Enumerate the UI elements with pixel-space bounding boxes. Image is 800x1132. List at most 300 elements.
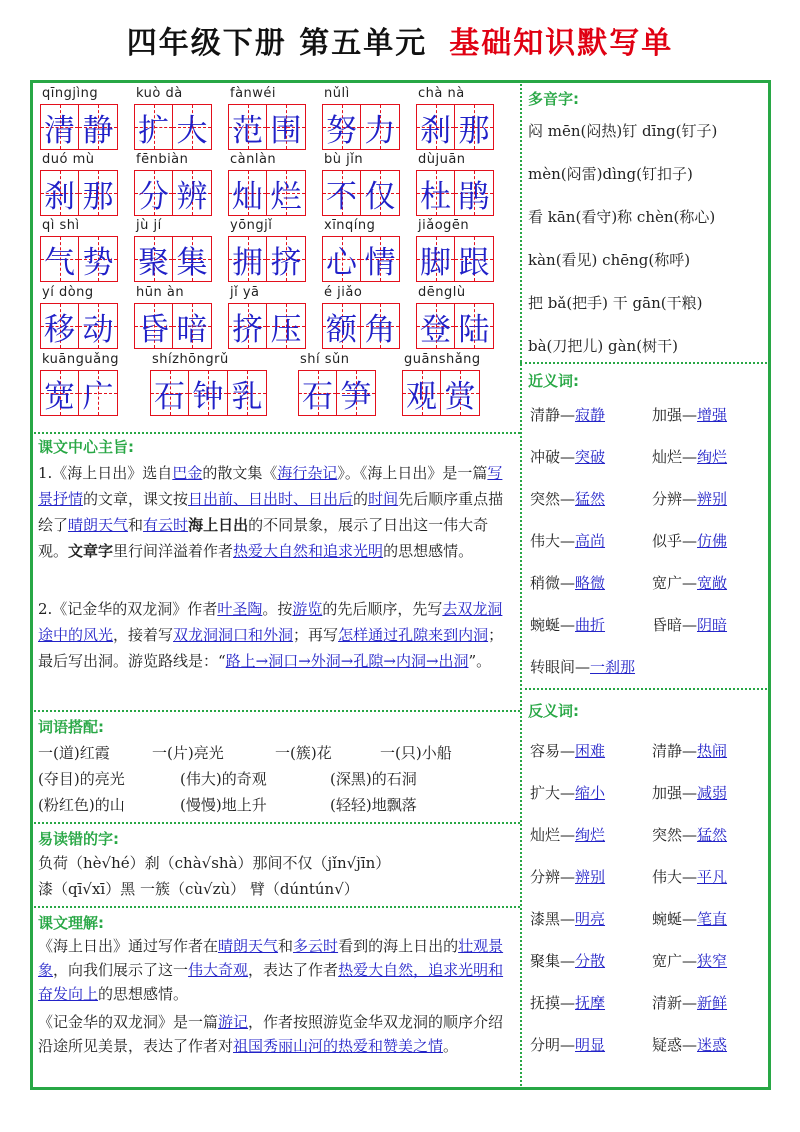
pair-word: 扩大 — [530, 784, 561, 802]
char-cell — [416, 303, 455, 349]
char-text: 辨 — [176, 178, 208, 215]
word-pair — [652, 488, 727, 509]
pair-dash: — — [682, 742, 698, 760]
word-pair — [652, 992, 727, 1013]
mispronounce-heading: 易读错的字: — [38, 830, 119, 848]
word-pair — [530, 404, 605, 425]
word-pair — [530, 824, 605, 845]
pair-dash: — — [682, 952, 698, 970]
char-text: 赏 — [444, 378, 476, 415]
char-text: 登 — [420, 311, 451, 348]
pinyin-label: fànwéi — [230, 86, 277, 101]
pair-word: 突然 — [652, 826, 683, 844]
answer-text: 路上→洞口→外洞→孔隙→内洞→出洞 — [225, 652, 469, 670]
polyphone-line: kàn(看见) chēng(称呼) — [528, 251, 691, 269]
text-run: ；再写 — [293, 626, 339, 644]
pinyin-label: yí dòng — [42, 285, 94, 300]
pinyin-label: bù jǐn — [324, 152, 364, 167]
vocab-word — [322, 104, 400, 150]
char-cell — [40, 236, 79, 282]
char-cell — [455, 104, 494, 150]
char-cell — [441, 370, 480, 416]
answer-text: 伟大奇观 — [188, 961, 249, 979]
char-text: 大 — [176, 112, 208, 149]
pinyin-label: kuānguǎng — [42, 352, 120, 367]
pair-word: 分辨 — [530, 868, 561, 886]
char-text: 静 — [82, 112, 114, 149]
theme-paragraph-1 — [38, 460, 516, 564]
synonyms-heading: 近义词: — [528, 372, 579, 390]
collocation-item: 一(道)红霞 — [38, 744, 110, 762]
pair-dash: — — [682, 406, 698, 424]
char-cell — [322, 170, 361, 216]
text-run: 的思想感情。 — [98, 985, 189, 1003]
pair-word: 稍微 — [530, 574, 561, 592]
pair-word: 突然 — [530, 490, 561, 508]
collocation-item: (夺目)的亮光 — [38, 770, 125, 788]
theme-heading: 课文中心主旨: — [38, 438, 134, 456]
answer-text: 祖国秀丽山河的热爱和赞美之情 — [233, 1037, 444, 1055]
char-cell — [228, 170, 267, 216]
theme-paragraph-2 — [38, 596, 516, 674]
pair-word: 似乎 — [652, 532, 683, 550]
vocab-word — [150, 370, 267, 416]
char-cell — [267, 236, 306, 282]
char-text: 跟 — [458, 244, 490, 281]
text-run: 文章字 — [68, 542, 114, 560]
pair-answer: 突破 — [575, 448, 606, 466]
pair-answer: 狭窄 — [697, 952, 728, 970]
answer-text: 写景抒情 — [38, 464, 503, 508]
pair-answer: 寂静 — [575, 406, 606, 424]
char-cell — [361, 236, 400, 282]
text-run: 的散文集《 — [202, 464, 278, 482]
word-pair — [530, 782, 605, 803]
pair-word: 冲破 — [530, 448, 561, 466]
word-pair — [652, 824, 727, 845]
vocab-word — [40, 370, 118, 416]
vocab-word — [322, 303, 400, 349]
char-text: 脚 — [420, 244, 451, 281]
answer-text: 晴朗天气 — [218, 937, 279, 955]
char-text: 移 — [44, 311, 75, 348]
char-text: 围 — [270, 112, 302, 149]
char-cell — [79, 104, 118, 150]
answer-text: 日出前、日出时、日出后 — [188, 490, 354, 508]
pair-word: 分明 — [530, 1036, 561, 1054]
word-pair — [530, 866, 605, 887]
text-run: 和 — [128, 516, 144, 534]
char-cell — [150, 370, 189, 416]
pair-dash: — — [560, 826, 576, 844]
polyphone-heading: 多音字: — [528, 90, 579, 108]
char-cell — [79, 370, 118, 416]
divider — [30, 822, 520, 824]
char-cell — [40, 104, 79, 150]
word-pair — [652, 866, 727, 887]
collocation-item: 一(片)亮光 — [152, 744, 224, 762]
pair-dash: — — [682, 994, 698, 1012]
vocab-word — [134, 104, 212, 150]
word-pair — [530, 572, 605, 593]
pair-answer: 猛然 — [575, 490, 606, 508]
pair-word: 加强 — [652, 784, 683, 802]
text-run: ，接着写 — [113, 626, 174, 644]
word-pair — [652, 530, 727, 551]
pair-word: 清静 — [530, 406, 561, 424]
vocab-word — [228, 236, 306, 282]
char-text: 力 — [364, 112, 396, 149]
text-run: 的文章，课文按 — [83, 490, 189, 508]
text-run: 和 — [278, 937, 294, 955]
pinyin-label: chà nà — [418, 86, 465, 101]
vocab-word — [322, 236, 400, 282]
pair-dash: — — [560, 532, 576, 550]
char-text: 刹 — [420, 112, 451, 149]
text-run: 。按 — [262, 600, 293, 618]
pair-answer: 辨别 — [697, 490, 728, 508]
polyphone-line: 闷 mēn(闷热)钉 dīng(钉子) — [528, 122, 718, 140]
char-text: 陆 — [458, 311, 490, 348]
char-cell — [455, 170, 494, 216]
pair-word: 灿烂 — [652, 448, 683, 466]
pair-dash: — — [560, 490, 576, 508]
collocation-item: (深黑)的石洞 — [330, 770, 417, 788]
pair-dash: — — [682, 574, 698, 592]
pair-dash: — — [575, 658, 591, 676]
pair-answer: 减弱 — [697, 784, 728, 802]
pinyin-label: nǔlì — [324, 86, 350, 101]
text-run: ，向我们展示了这一 — [53, 961, 189, 979]
vocab-word — [134, 170, 212, 216]
answer-text: 双龙洞洞口和外洞 — [173, 626, 294, 644]
pinyin-label: qì shì — [42, 218, 80, 233]
char-text: 不 — [326, 178, 357, 215]
polyphone-line: bà(刀把儿) gàn(树干) — [528, 337, 678, 355]
collocation-item: (伟大)的奇观 — [180, 770, 267, 788]
text-run: ，作者按照游览金华双龙洞的顺序介绍沿途所见美景，表达了作者对 — [38, 1013, 504, 1055]
pair-word: 容易 — [530, 742, 561, 760]
pair-dash: — — [682, 532, 698, 550]
char-text: 清 — [44, 112, 75, 149]
answer-text: 游览 — [292, 600, 323, 618]
word-pair — [530, 950, 605, 971]
char-text: 动 — [82, 311, 114, 348]
pair-dash: — — [682, 784, 698, 802]
vocab-word — [322, 170, 400, 216]
char-cell — [361, 170, 400, 216]
answer-text: 去双龙洞途中的风光 — [38, 600, 503, 644]
text-run: 。 — [443, 1037, 459, 1055]
word-pair — [652, 1034, 727, 1055]
char-cell — [40, 170, 79, 216]
divider — [30, 906, 520, 908]
collocation-item: 一(只)小船 — [380, 744, 452, 762]
char-text: 努 — [326, 112, 357, 149]
pair-dash: — — [560, 406, 576, 424]
vocab-word — [298, 370, 376, 416]
pair-dash: — — [682, 1036, 698, 1054]
answer-text: 有云时 — [143, 516, 189, 534]
understanding-paragraph-1 — [38, 934, 516, 1006]
pair-dash: — — [560, 952, 576, 970]
char-cell — [322, 303, 361, 349]
char-text: 那 — [82, 178, 114, 215]
char-text: 钟 — [192, 378, 224, 415]
pair-dash: — — [560, 1036, 576, 1054]
answer-text: 壮观景象 — [38, 937, 504, 979]
char-text: 广 — [82, 378, 114, 415]
text-run: 海上日出 — [188, 516, 249, 534]
char-text: 宽 — [44, 378, 75, 415]
word-pair — [530, 1034, 605, 1055]
collocation-item: (轻轻)地飘落 — [330, 796, 417, 814]
pair-answer: 绚烂 — [697, 448, 728, 466]
char-cell — [455, 303, 494, 349]
pair-word: 聚集 — [530, 952, 561, 970]
pair-dash: — — [560, 574, 576, 592]
answer-text: 海行杂记 — [277, 464, 338, 482]
pair-word: 漆黑 — [530, 910, 561, 928]
char-text: 势 — [82, 244, 114, 281]
vocab-word — [416, 170, 494, 216]
char-text: 聚 — [138, 244, 169, 281]
pinyin-label: yōngjǐ — [230, 218, 273, 233]
char-text: 笋 — [340, 378, 372, 415]
pair-answer: 分散 — [575, 952, 606, 970]
char-text: 气 — [44, 244, 75, 281]
char-text: 情 — [364, 244, 396, 281]
word-pair — [652, 446, 727, 467]
text-run: 的不同景象，展示了日出这一伟大奇观。 — [38, 516, 489, 560]
word-pair — [530, 488, 605, 509]
char-text: 刹 — [44, 178, 75, 215]
char-cell — [40, 370, 79, 416]
word-pair — [530, 656, 635, 677]
char-cell — [173, 303, 212, 349]
understanding-paragraph-2 — [38, 1010, 516, 1058]
pair-word: 蜿蜒 — [530, 616, 561, 634]
vocab-word — [416, 236, 494, 282]
pair-word: 昏暗 — [652, 616, 683, 634]
pair-dash: — — [560, 784, 576, 802]
collocation-item: 一(簇)花 — [275, 744, 332, 762]
pinyin-label: shí sǔn — [300, 352, 350, 367]
char-text: 分 — [138, 178, 169, 215]
text-run: ，表达了作者 — [248, 961, 339, 979]
char-cell — [267, 104, 306, 150]
char-cell — [228, 303, 267, 349]
char-text: 挤 — [270, 244, 302, 281]
polyphone-line: 把 bǎ(把手) 干 gān(干粮) — [528, 294, 703, 312]
char-text: 石 — [154, 378, 185, 415]
word-pair — [530, 740, 605, 761]
pair-word: 蜿蜒 — [652, 910, 683, 928]
char-cell — [228, 370, 267, 416]
char-text: 心 — [326, 244, 357, 281]
char-text: 那 — [458, 112, 490, 149]
answer-text: 时间 — [368, 490, 399, 508]
pair-answer: 笔直 — [697, 910, 728, 928]
text-run: 《海上日出》通过写作者在 — [38, 937, 219, 955]
char-cell — [416, 104, 455, 150]
pinyin-label: é jiǎo — [324, 285, 363, 300]
pair-word: 分辨 — [652, 490, 683, 508]
vocab-word — [228, 303, 306, 349]
answer-text: 多云时 — [293, 937, 339, 955]
word-pair — [652, 614, 727, 635]
char-cell — [228, 104, 267, 150]
char-cell — [337, 370, 376, 416]
char-text: 拥 — [232, 244, 263, 281]
char-text: 额 — [326, 311, 357, 348]
char-text: 石 — [302, 378, 333, 415]
char-cell — [134, 236, 173, 282]
answer-text: 巴金 — [172, 464, 203, 482]
word-pair — [530, 530, 605, 551]
pair-answer: 明亮 — [575, 910, 606, 928]
char-cell — [134, 303, 173, 349]
pair-word: 灿烂 — [530, 826, 561, 844]
mispronounce-line-1: 负荷（hè√hé）刹（chà√shà）那间不仅（jǐn√jīn） — [38, 854, 391, 872]
char-cell — [322, 104, 361, 150]
char-cell — [322, 236, 361, 282]
pair-dash: — — [560, 868, 576, 886]
answer-text: 晴朗天气 — [68, 516, 129, 534]
char-cell — [361, 104, 400, 150]
pair-word: 抚摸 — [530, 994, 561, 1012]
pinyin-label: jǐ yā — [230, 285, 260, 300]
vocab-word — [40, 303, 118, 349]
word-pair — [652, 404, 727, 425]
collocation-item: (粉红色)的山 — [38, 796, 125, 814]
divider — [520, 688, 771, 690]
text-run: ；最后写出洞。游览路线是：“ — [38, 626, 504, 670]
pinyin-label: jiǎogēn — [418, 218, 470, 233]
pair-word: 清新 — [652, 994, 683, 1012]
pair-word: 宽广 — [652, 574, 683, 592]
char-cell — [361, 303, 400, 349]
pinyin-label: kuò dà — [136, 86, 183, 101]
pair-dash: — — [560, 448, 576, 466]
understanding-heading: 课文理解: — [38, 914, 104, 932]
char-cell — [79, 170, 118, 216]
char-text: 烂 — [270, 178, 302, 215]
divider — [520, 362, 771, 364]
char-cell — [173, 104, 212, 150]
pair-answer: 新鲜 — [697, 994, 728, 1012]
column-divider — [520, 80, 522, 1090]
polyphone-line: mèn(闷雷)dìng(钉扣子) — [528, 165, 693, 183]
char-cell — [134, 170, 173, 216]
pinyin-label: jù jí — [136, 218, 162, 233]
pair-answer: 抚摩 — [575, 994, 606, 1012]
title-accent: 基础知识默写单 — [449, 26, 674, 61]
char-cell — [134, 104, 173, 150]
char-text: 灿 — [232, 178, 263, 215]
answer-text: 游记 — [218, 1013, 249, 1031]
pair-dash: — — [682, 616, 698, 634]
pair-dash: — — [682, 910, 698, 928]
antonyms-heading: 反义词: — [528, 702, 579, 720]
text-run: 》。《海上日出》是一篇 — [337, 464, 488, 482]
char-cell — [189, 370, 228, 416]
text-run: 的先后顺序，先写 — [322, 600, 443, 618]
pair-answer: 一刹那 — [590, 658, 636, 676]
text-run: 看到的海上日出的 — [338, 937, 459, 955]
collocation-heading: 词语搭配: — [38, 718, 104, 736]
pinyin-label: dùjuān — [418, 152, 466, 167]
char-text: 观 — [406, 378, 437, 415]
pair-answer: 高尚 — [575, 532, 606, 550]
pair-dash: — — [682, 448, 698, 466]
vocab-word — [134, 236, 212, 282]
pair-dash: — — [682, 826, 698, 844]
pair-answer: 阴暗 — [697, 616, 728, 634]
char-text: 挤 — [232, 311, 263, 348]
pinyin-label: duó mù — [42, 152, 95, 167]
char-cell — [173, 236, 212, 282]
vocab-word — [416, 303, 494, 349]
word-pair — [530, 446, 605, 467]
text-run: ”。 — [468, 652, 492, 670]
char-cell — [173, 170, 212, 216]
word-pair — [652, 908, 727, 929]
pair-dash: — — [560, 742, 576, 760]
pair-answer: 增强 — [697, 406, 728, 424]
char-cell — [298, 370, 337, 416]
char-text: 暗 — [176, 311, 208, 348]
pair-answer: 困难 — [575, 742, 606, 760]
char-text: 昏 — [138, 311, 169, 348]
pair-word: 疑惑 — [652, 1036, 683, 1054]
answer-text: 叶圣陶 — [217, 600, 263, 618]
divider — [30, 432, 520, 434]
divider — [30, 710, 520, 712]
pair-word: 加强 — [652, 406, 683, 424]
text-run: 《记金华的双龙洞》是一篇 — [38, 1013, 219, 1031]
text-run: 2.《记金华的双龙洞》作者 — [38, 600, 218, 618]
pinyin-label: xīnqíng — [324, 218, 376, 233]
vocab-word — [40, 104, 118, 150]
pair-dash: — — [560, 994, 576, 1012]
pair-answer: 明显 — [575, 1036, 606, 1054]
pinyin-label: cànlàn — [230, 152, 277, 167]
word-pair — [530, 614, 605, 635]
pair-answer: 热闹 — [697, 742, 728, 760]
vocab-word — [416, 104, 494, 150]
pair-word: 转眼间 — [530, 658, 576, 676]
vocab-word — [40, 236, 118, 282]
pair-word: 伟大 — [652, 868, 683, 886]
word-pair — [652, 572, 727, 593]
pair-answer: 迷惑 — [697, 1036, 728, 1054]
word-pair — [652, 740, 727, 761]
pair-answer: 猛然 — [697, 826, 728, 844]
char-text: 乳 — [231, 378, 263, 415]
text-run: 里行间洋溢着作者 — [113, 542, 234, 560]
text-run: 1.《海上日出》选自 — [38, 464, 173, 482]
pair-dash: — — [682, 490, 698, 508]
pinyin-label: dēnglù — [418, 285, 466, 300]
vocab-word — [228, 104, 306, 150]
pair-answer: 绚烂 — [575, 826, 606, 844]
pinyin-label: qīngjìng — [42, 86, 99, 101]
char-cell — [40, 303, 79, 349]
pair-answer: 宽敞 — [697, 574, 728, 592]
vocab-word — [228, 170, 306, 216]
pair-answer: 平凡 — [697, 868, 728, 886]
